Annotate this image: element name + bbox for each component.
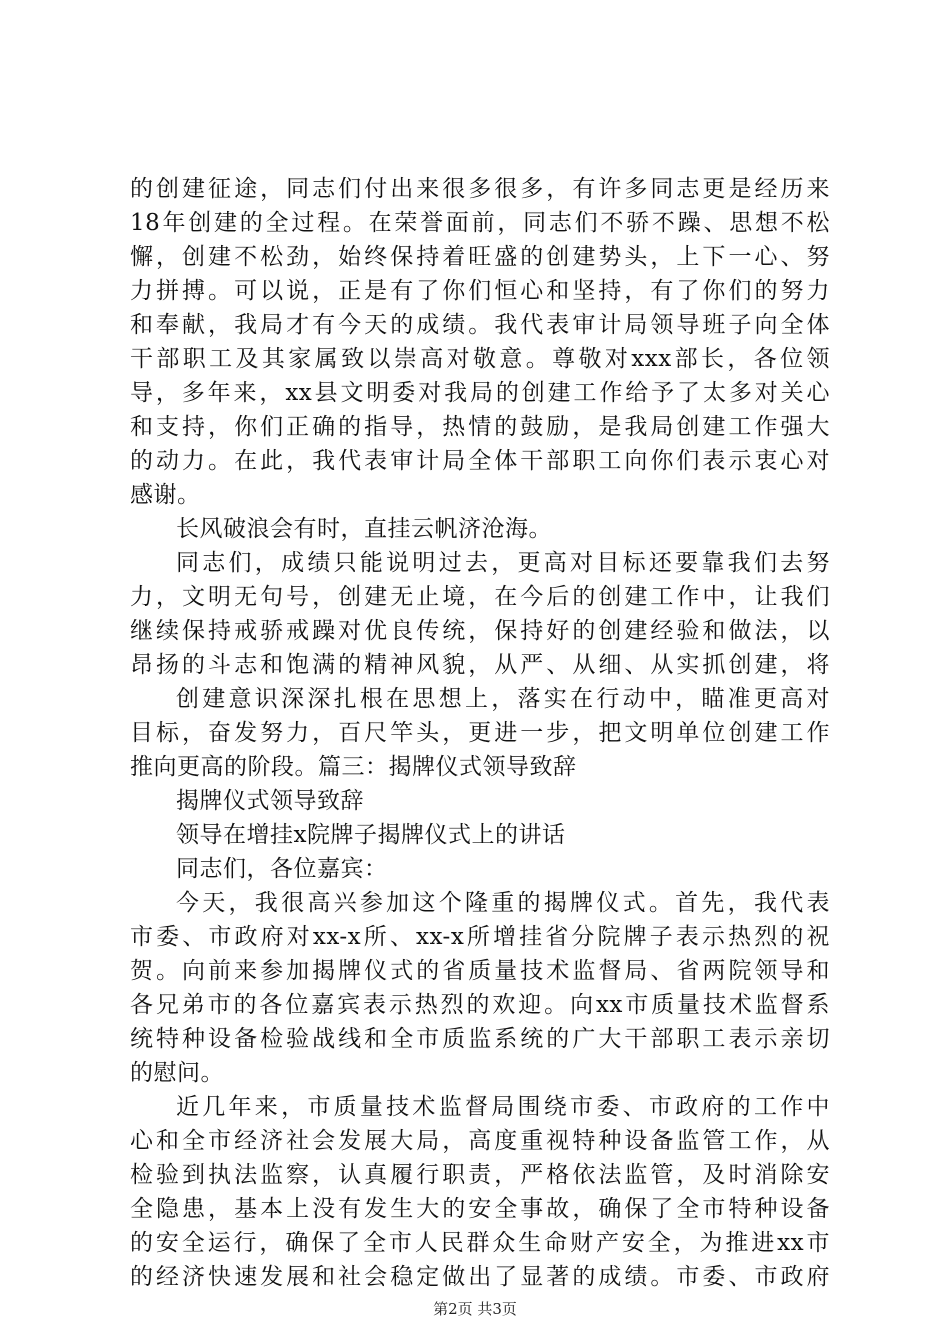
text-line: 的慰问。	[130, 1060, 224, 1086]
text-line: 18年创建的全过程。在荣誉面前，同志们不骄不躁、思想不松	[130, 210, 830, 236]
text-line: 昂扬的斗志和饱满的精神风貌，从严、从细、从实抓创建，将	[130, 652, 830, 678]
text-line: 同志们，成绩只能说明过去，更高对目标还要靠我们去努	[176, 550, 830, 576]
speech-title: 领导在增挂x院牌子揭牌仪式上的讲话	[176, 822, 566, 848]
text-line: 目标，奋发努力，百尺竿头，更进一步，把文明单位创建工作	[130, 720, 830, 746]
text-line: 力，文明无句号，创建无止境，在今后的创建工作中，让我们	[130, 584, 830, 610]
text-line: 各兄弟市的各位嘉宾表示热烈的欢迎。向xx市质量技术监督系	[130, 992, 830, 1018]
text-line: 全隐患，基本上没有发生大的安全事故，确保了全市特种设备	[130, 1196, 830, 1222]
text-line: 的创建征途，同志们付出来很多很多，有许多同志更是经历来	[130, 176, 830, 202]
text-line: 统特种设备检验战线和全市质监系统的广大干部职工表示亲切	[130, 1026, 830, 1052]
text-line: 导，多年来，xx县文明委对我局的创建工作给予了太多对关心	[130, 380, 830, 406]
text-line: 继续保持戒骄戒躁对优良传统，保持好的创建经验和做法，以	[130, 618, 830, 644]
text-line: 长风破浪会有时，直挂云帆济沧海。	[176, 516, 552, 542]
text-line: 市委、市政府对xx-x所、xx-x所增挂省分院牌子表示热烈的祝	[130, 924, 830, 950]
text-line: 推向更高的阶段。篇三：揭牌仪式领导致辞	[130, 754, 577, 780]
text-line: 的安全运行，确保了全市人民群众生命财产安全，为推进xx市	[130, 1230, 830, 1256]
page-number-footer: 第2页 共3页	[433, 1300, 517, 1318]
text-line: 感谢。	[130, 482, 201, 508]
text-line: 的经济快速发展和社会稳定做出了显著的成绩。市委、市政府	[130, 1264, 830, 1290]
text-line: 和奉献，我局才有今天的成绩。我代表审计局领导班子向全体	[130, 312, 830, 338]
text-line: 和支持，你们正确的指导，热情的鼓励，是我局创建工作强大	[130, 414, 830, 440]
text-line: 力拼搏。可以说，正是有了你们恒心和坚持，有了你们的努力	[130, 278, 830, 304]
section-heading: 揭牌仪式领导致辞	[176, 788, 364, 814]
text-line: 干部职工及其家属致以崇高对敬意。尊敬对xxx部长，各位领	[130, 346, 830, 372]
body-text	[130, 172, 830, 1294]
text-line: 贺。向前来参加揭牌仪式的省质量技术监督局、省两院领导和	[130, 958, 830, 984]
text-line: 懈，创建不松劲，始终保持着旺盛的创建势头，上下一心、努	[130, 244, 830, 270]
salutation: 同志们，各位嘉宾：	[176, 856, 388, 882]
text-line: 检验到执法监察，认真履行职责，严格依法监管，及时消除安	[130, 1162, 830, 1188]
text-line: 创建意识深深扎根在思想上，落实在行动中，瞄准更高对	[176, 686, 830, 712]
text-line: 今天，我很高兴参加这个隆重的揭牌仪式。首先，我代表	[176, 890, 830, 916]
text-line: 的动力。在此，我代表审计局全体干部职工向你们表示衷心对	[130, 448, 830, 474]
text-line: 近几年来，市质量技术监督局围绕市委、市政府的工作中	[176, 1094, 830, 1120]
text-line: 心和全市经济社会发展大局，高度重视特种设备监管工作，从	[130, 1128, 830, 1154]
